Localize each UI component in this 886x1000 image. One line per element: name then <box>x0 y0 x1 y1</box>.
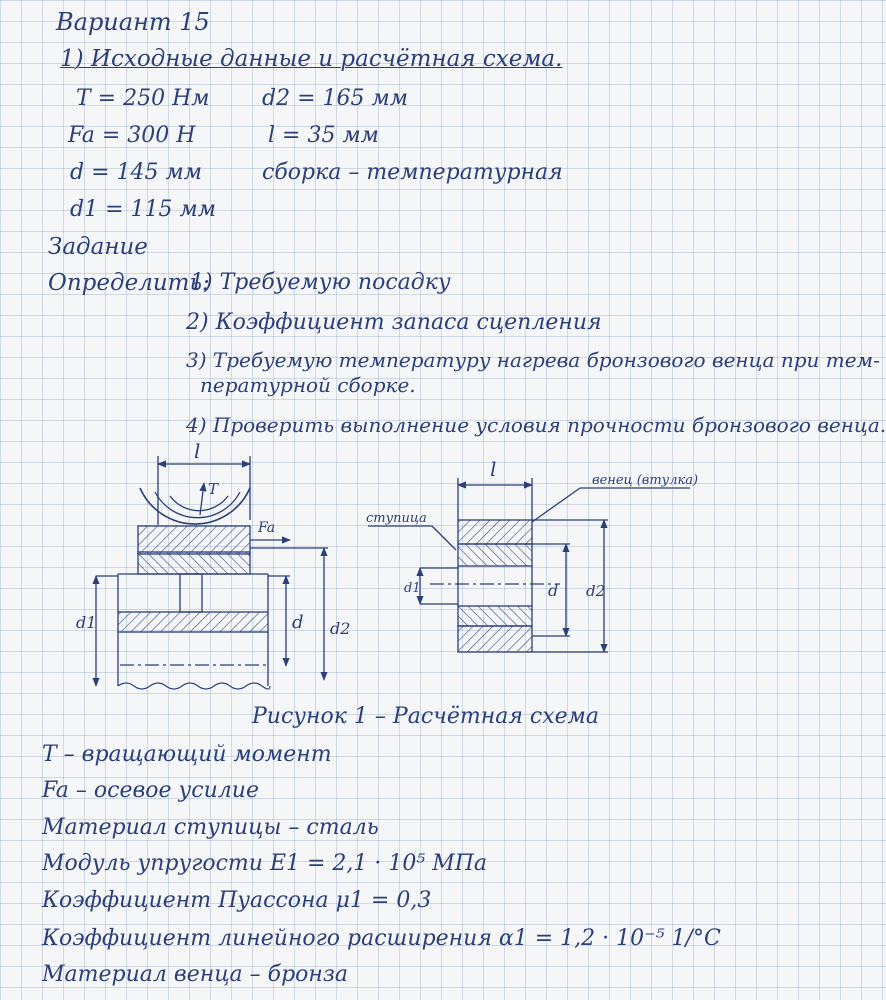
given-assembly: сборка – температурная <box>262 160 563 185</box>
given-torque: T = 250 Нм <box>76 86 210 111</box>
given-diameter-d1: d1 = 115 мм <box>70 197 216 222</box>
note-torque: T – вращающий момент <box>42 742 332 767</box>
right-crown-label: венец (втулка) <box>592 473 699 488</box>
variant-title: Вариант 15 <box>56 8 210 36</box>
task-heading: Задание <box>48 234 148 260</box>
task-item-3-cont: пературной сборке. <box>200 373 416 397</box>
task-item-2: 2) Коэффициент запаса сцепления <box>186 310 602 335</box>
left-d1-label: d1 <box>76 613 97 632</box>
right-d-label: d <box>548 581 559 600</box>
left-axial-label: Fa <box>258 520 276 536</box>
task-item-3: 3) Требуемую температуру нагрева бронзового венца при тем- <box>186 348 880 372</box>
given-axial-force: Fa = 300 Н <box>68 123 196 148</box>
section-title: 1) Исходные данные и расчётная схема. <box>60 46 563 72</box>
given-diameter-d: d = 145 мм <box>70 160 202 185</box>
right-l-label: l <box>490 457 497 481</box>
right-d2-label: d2 <box>586 582 606 600</box>
right-figure <box>368 478 690 652</box>
left-d2-label: d2 <box>330 619 351 638</box>
given-diameter-d2: d2 = 165 мм <box>262 86 408 111</box>
right-d1-label: d1 <box>404 581 421 596</box>
note-poisson-ratio: Коэффициент Пуассона μ1 = 0,3 <box>42 888 432 913</box>
right-hub-label: ступица <box>366 511 427 526</box>
left-l-label: l <box>194 439 201 463</box>
left-torque-label: T <box>208 480 219 498</box>
note-hub-material: Материал ступицы – сталь <box>42 815 379 840</box>
note-axial-force: Fa – осевое усилие <box>42 778 259 803</box>
given-length-l: l = 35 мм <box>268 123 379 148</box>
note-elastic-modulus: Модуль упругости E1 = 2,1 · 10⁵ МПа <box>42 851 488 876</box>
left-d-label: d <box>292 612 304 633</box>
note-thermal-expansion: Коэффициент линейного расширения α1 = 1,2 · 10⁻⁵ 1/°C <box>42 926 721 951</box>
task-item-4: 4) Проверить выполнение условия прочности бронзового венца. <box>186 413 886 437</box>
task-item-1: 1) Требуемую посадку <box>190 270 451 295</box>
determine-label: Определить: <box>48 270 210 296</box>
figure-caption: Рисунок 1 – Расчётная схема <box>252 704 599 729</box>
note-crown-material: Материал венца – бронза <box>42 962 349 987</box>
